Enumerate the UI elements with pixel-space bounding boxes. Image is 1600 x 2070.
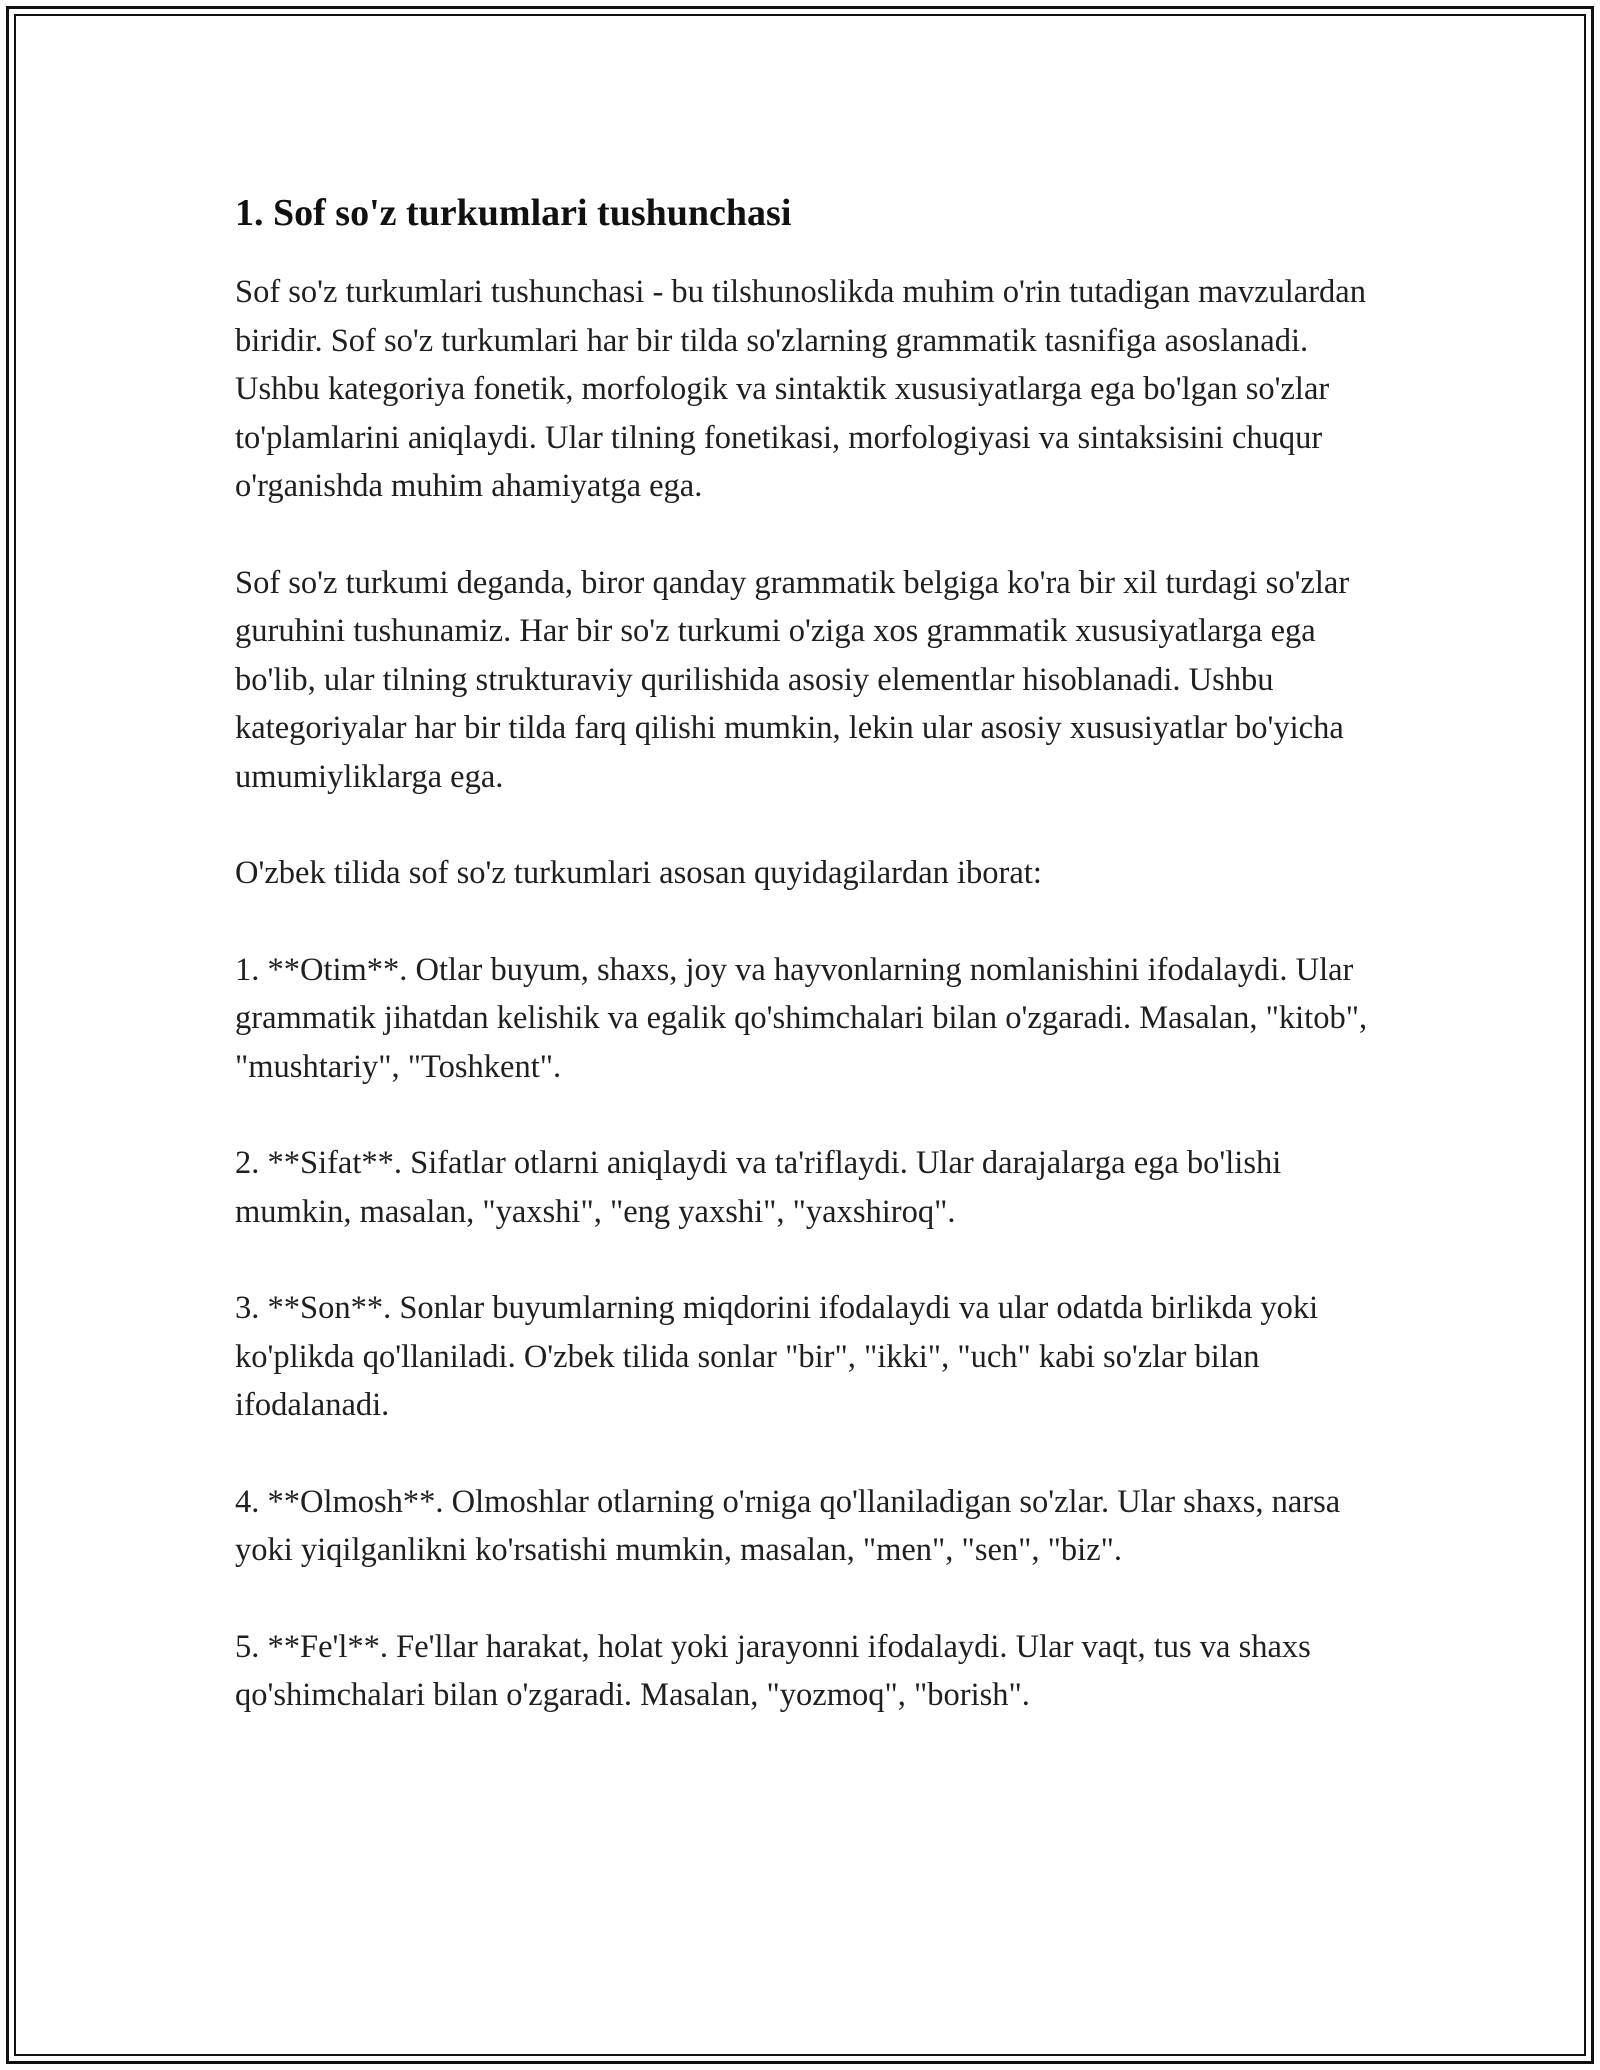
list-item-fel: 5. **Fe'l**. Fe'llar harakat, holat yoki jarayonni ifodalaydi. Ular vaqt, tus va shaxs qo'shimchalari bilan o'zgaradi. Masalan, "yozmoq", "borish".	[235, 1628, 1311, 1713]
document-body	[235, 186, 1385, 1768]
list-item-sifat: 2. **Sifat**. Sifatlar otlarni aniqlaydi va ta'riflaydi. Ular darajalarga ega bo'lishi mumkin, masalan, "yaxshi", "eng yaxshi", "yaxshiroq".	[235, 1145, 1282, 1230]
paragraph-definition: Sof so'z turkumi deganda, biror qanday grammatik belgiga ko'ra bir xil turdagi so'zlar guruhini tushunamiz. Har bir so'z turkumi o'ziga xos grammatik xususiyatlarga ega bo'lib, ular tilning strukturaviy qurilishida asosiy elementlar hisoblanadi. Ushbu kategoriyalar har bir tilda farq qilishi mumkin, lekin ular asosiy xususiyatlar bo'yicha umumiyliklarga ega.	[235, 564, 1350, 795]
paragraph-intro: Sof so'z turkumlari tushunchasi - bu tilshunoslikda muhim o'rin tutadigan mavzulardan biridir. Sof so'z turkumlari har bir tilda so'zlarning grammatik tasnifiga asoslanadi. Ushbu kategoriya fonetik, morfologik va sintaktik xususiyatlarga ega bo'lgan so'zlar to'plamlarini aniqlaydi. Ular tilning fonetikasi, morfologiyasi va sintaksisini chuqur o'rganishda muhim ahamiyatga ega.	[235, 274, 1366, 504]
section-heading: 1. Sof so'z turkumlari tushunchasi	[235, 192, 792, 234]
list-item-olmosh: 4. **Olmosh**. Olmoshlar otlarning o'rniga qo'llaniladigan so'zlar. Ular shaxs, narsa yoki yiqilganlikni ko'rsatishi mumkin, masalan, "men", "sen", "biz".	[235, 1483, 1341, 1568]
paragraph-list-intro: O'zbek tilida sof so'z turkumlari asosan quyidagilardan iborat:	[235, 855, 1042, 891]
list-item-otim: 1. **Otim**. Otlar buyum, shaxs, joy va hayvonlarning nomlanishini ifodalaydi. Ular grammatik jihatdan kelishik va egalik qo'shimchalari bilan o'zgaradi. Masalan, "kitob", "mushtariy", "Toshkent".	[235, 951, 1368, 1085]
list-item-son: 3. **Son**. Sonlar buyumlarning miqdorini ifodalaydi va ular odatda birlikda yoki ko'plikda qo'llaniladi. O'zbek tilida sonlar "bir", "ikki", "uch" kabi so'zlar bilan ifodalanadi.	[235, 1290, 1319, 1423]
